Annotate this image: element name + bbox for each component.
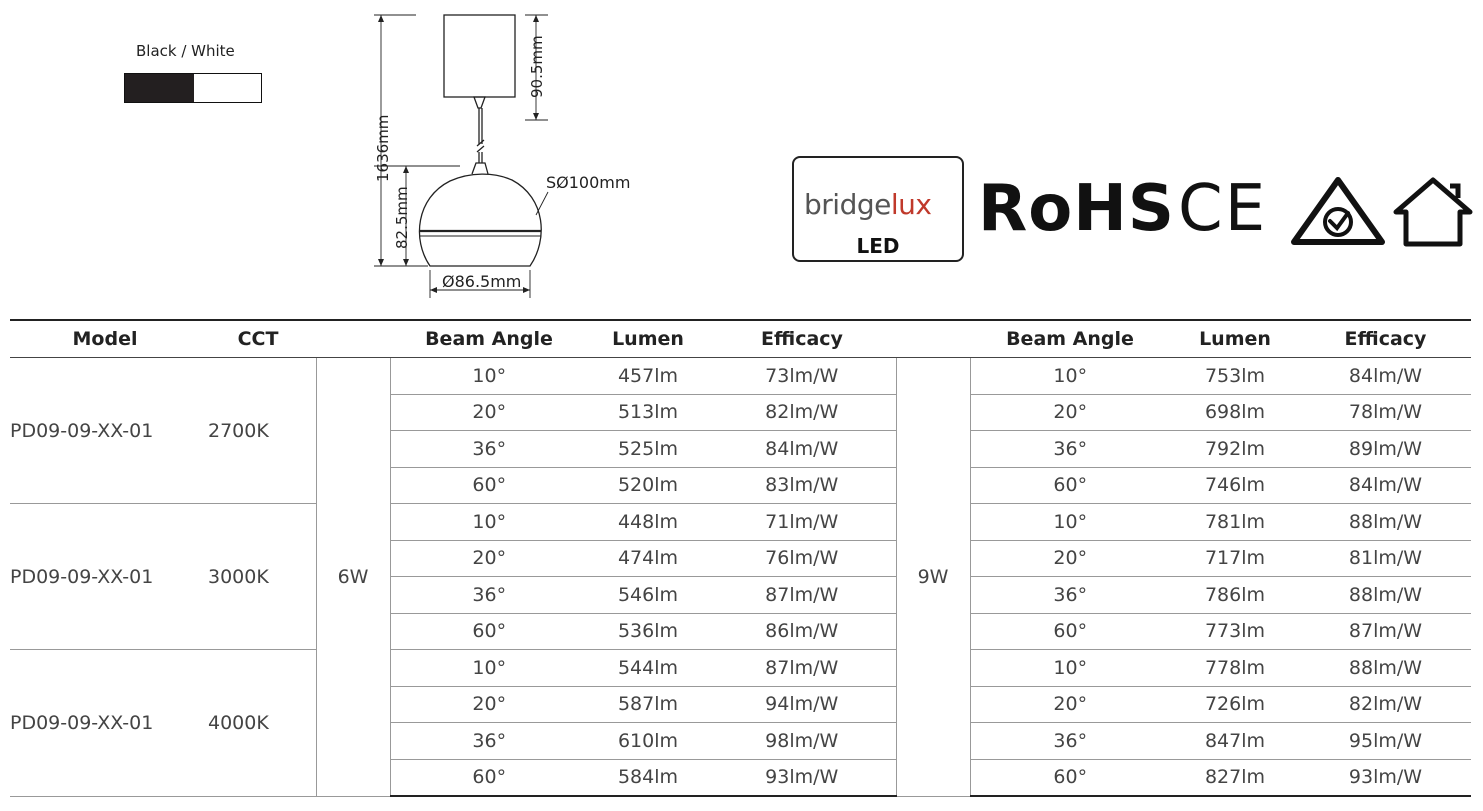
beam-angle-cell: 10° bbox=[970, 504, 1170, 541]
wattage-9w-cell: 9W bbox=[896, 358, 970, 797]
house-icon bbox=[1392, 176, 1474, 248]
beam-angle-cell: 20° bbox=[390, 686, 588, 723]
efficacy-cell: 88lm/W bbox=[1300, 504, 1471, 541]
efficacy-cell: 87lm/W bbox=[708, 650, 896, 687]
lumen-cell: 513lm bbox=[588, 394, 708, 431]
sphere-shape bbox=[419, 174, 541, 266]
efficacy-cell: 89lm/W bbox=[1300, 431, 1471, 468]
table-row bbox=[10, 650, 1471, 687]
lumen-cell: 520lm bbox=[588, 467, 708, 504]
beam-angle-cell: 20° bbox=[390, 394, 588, 431]
beam-angle-cell: 60° bbox=[390, 613, 588, 650]
efficacy-cell: 84lm/W bbox=[1300, 358, 1471, 395]
lumen-cell: 847lm bbox=[1170, 723, 1300, 760]
bridgelux-logo bbox=[792, 156, 964, 262]
efficacy-cell: 83lm/W bbox=[708, 467, 896, 504]
lumen-cell: 753lm bbox=[1170, 358, 1300, 395]
lumen-cell: 546lm bbox=[588, 577, 708, 614]
total-length-label: 1636mm bbox=[374, 114, 392, 182]
lumen-cell: 525lm bbox=[588, 431, 708, 468]
efficacy-cell: 88lm/W bbox=[1300, 650, 1471, 687]
header-model: Model bbox=[10, 320, 200, 358]
header-efficacy: Efficacy bbox=[708, 320, 896, 358]
header-beam-angle: Beam Angle bbox=[390, 320, 588, 358]
lumen-cell: 584lm bbox=[588, 759, 708, 796]
beam-angle-cell: 20° bbox=[390, 540, 588, 577]
dimension-drawing bbox=[360, 8, 660, 308]
spec-table bbox=[10, 319, 1471, 797]
efficacy-cell: 86lm/W bbox=[708, 613, 896, 650]
beam-angle-cell: 36° bbox=[390, 723, 588, 760]
efficacy-cell: 84lm/W bbox=[1300, 467, 1471, 504]
table-row bbox=[10, 504, 1471, 541]
efficacy-cell: 81lm/W bbox=[1300, 540, 1471, 577]
efficacy-cell: 94lm/W bbox=[708, 686, 896, 723]
efficacy-cell: 87lm/W bbox=[1300, 613, 1471, 650]
header-lumen: Lumen bbox=[588, 320, 708, 358]
lumen-cell: 773lm bbox=[1170, 613, 1300, 650]
black-swatch bbox=[125, 74, 194, 102]
lumen-cell: 536lm bbox=[588, 613, 708, 650]
cct-cell: 2700K bbox=[200, 358, 316, 504]
beam-angle-cell: 10° bbox=[390, 358, 588, 395]
model-cell: PD09-09-XX-01 bbox=[10, 504, 200, 650]
bridgelux-led-label: LED bbox=[856, 234, 900, 258]
beam-angle-cell: 20° bbox=[970, 686, 1170, 723]
ce-mark: CE bbox=[1178, 172, 1268, 246]
header-beam-angle: Beam Angle bbox=[970, 320, 1170, 358]
finish-swatch bbox=[124, 73, 262, 103]
beam-angle-cell: 60° bbox=[970, 467, 1170, 504]
wattage-6w-cell: 6W bbox=[316, 358, 390, 797]
beam-angle-cell: 36° bbox=[970, 431, 1170, 468]
efficacy-cell: 95lm/W bbox=[1300, 723, 1471, 760]
efficacy-cell: 73lm/W bbox=[708, 358, 896, 395]
table-header bbox=[10, 320, 1471, 358]
beam-angle-cell: 36° bbox=[390, 431, 588, 468]
header-lumen: Lumen bbox=[1170, 320, 1300, 358]
canopy-height-label: 90.5mm bbox=[528, 35, 546, 98]
beam-angle-cell: 60° bbox=[970, 759, 1170, 796]
sphere-diameter-label: SØ100mm bbox=[546, 173, 631, 192]
efficacy-cell: 93lm/W bbox=[708, 759, 896, 796]
beam-angle-cell: 36° bbox=[970, 723, 1170, 760]
lumen-cell: 781lm bbox=[1170, 504, 1300, 541]
canopy-shape bbox=[444, 15, 515, 97]
lumen-cell: 778lm bbox=[1170, 650, 1300, 687]
cct-cell: 4000K bbox=[200, 650, 316, 797]
efficacy-cell: 93lm/W bbox=[1300, 759, 1471, 796]
lumen-cell: 610lm bbox=[588, 723, 708, 760]
lumen-cell: 746lm bbox=[1170, 467, 1300, 504]
header-efficacy: Efficacy bbox=[1300, 320, 1471, 358]
efficacy-cell: 98lm/W bbox=[708, 723, 896, 760]
lumen-cell: 474lm bbox=[588, 540, 708, 577]
base-diameter-label: Ø86.5mm bbox=[442, 272, 522, 291]
cct-cell: 3000K bbox=[200, 504, 316, 650]
efficacy-cell: 78lm/W bbox=[1300, 394, 1471, 431]
beam-angle-cell: 10° bbox=[970, 650, 1170, 687]
table-row bbox=[10, 358, 1471, 395]
head-height-label: 82.5mm bbox=[393, 186, 411, 249]
beam-angle-cell: 60° bbox=[970, 613, 1170, 650]
beam-angle-cell: 10° bbox=[390, 650, 588, 687]
lumen-cell: 457lm bbox=[588, 358, 708, 395]
beam-angle-cell: 36° bbox=[390, 577, 588, 614]
lumen-cell: 717lm bbox=[1170, 540, 1300, 577]
beam-angle-cell: 36° bbox=[970, 577, 1170, 614]
efficacy-cell: 82lm/W bbox=[708, 394, 896, 431]
beam-angle-cell: 10° bbox=[970, 358, 1170, 395]
efficacy-cell: 88lm/W bbox=[1300, 577, 1471, 614]
beam-angle-cell: 60° bbox=[390, 759, 588, 796]
bridgelux-wordmark: bridgelux bbox=[804, 188, 932, 221]
lumen-cell: 827lm bbox=[1170, 759, 1300, 796]
header-cct: CCT bbox=[200, 320, 316, 358]
model-cell: PD09-09-XX-01 bbox=[10, 358, 200, 504]
lumen-cell: 448lm bbox=[588, 504, 708, 541]
rcm-icon bbox=[1290, 176, 1386, 248]
lumen-cell: 544lm bbox=[588, 650, 708, 687]
beam-angle-cell: 20° bbox=[970, 540, 1170, 577]
lumen-cell: 786lm bbox=[1170, 577, 1300, 614]
beam-angle-cell: 20° bbox=[970, 394, 1170, 431]
rohs-mark: RoHS bbox=[978, 172, 1175, 246]
efficacy-cell: 71lm/W bbox=[708, 504, 896, 541]
beam-angle-cell: 60° bbox=[390, 467, 588, 504]
model-cell: PD09-09-XX-01 bbox=[10, 650, 200, 797]
lumen-cell: 698lm bbox=[1170, 394, 1300, 431]
beam-angle-cell: 10° bbox=[390, 504, 588, 541]
lumen-cell: 726lm bbox=[1170, 686, 1300, 723]
efficacy-cell: 87lm/W bbox=[708, 577, 896, 614]
efficacy-cell: 82lm/W bbox=[1300, 686, 1471, 723]
white-swatch bbox=[194, 74, 261, 102]
lumen-cell: 792lm bbox=[1170, 431, 1300, 468]
efficacy-cell: 76lm/W bbox=[708, 540, 896, 577]
finish-label: Black / White bbox=[136, 42, 235, 60]
lumen-cell: 587lm bbox=[588, 686, 708, 723]
efficacy-cell: 84lm/W bbox=[708, 431, 896, 468]
